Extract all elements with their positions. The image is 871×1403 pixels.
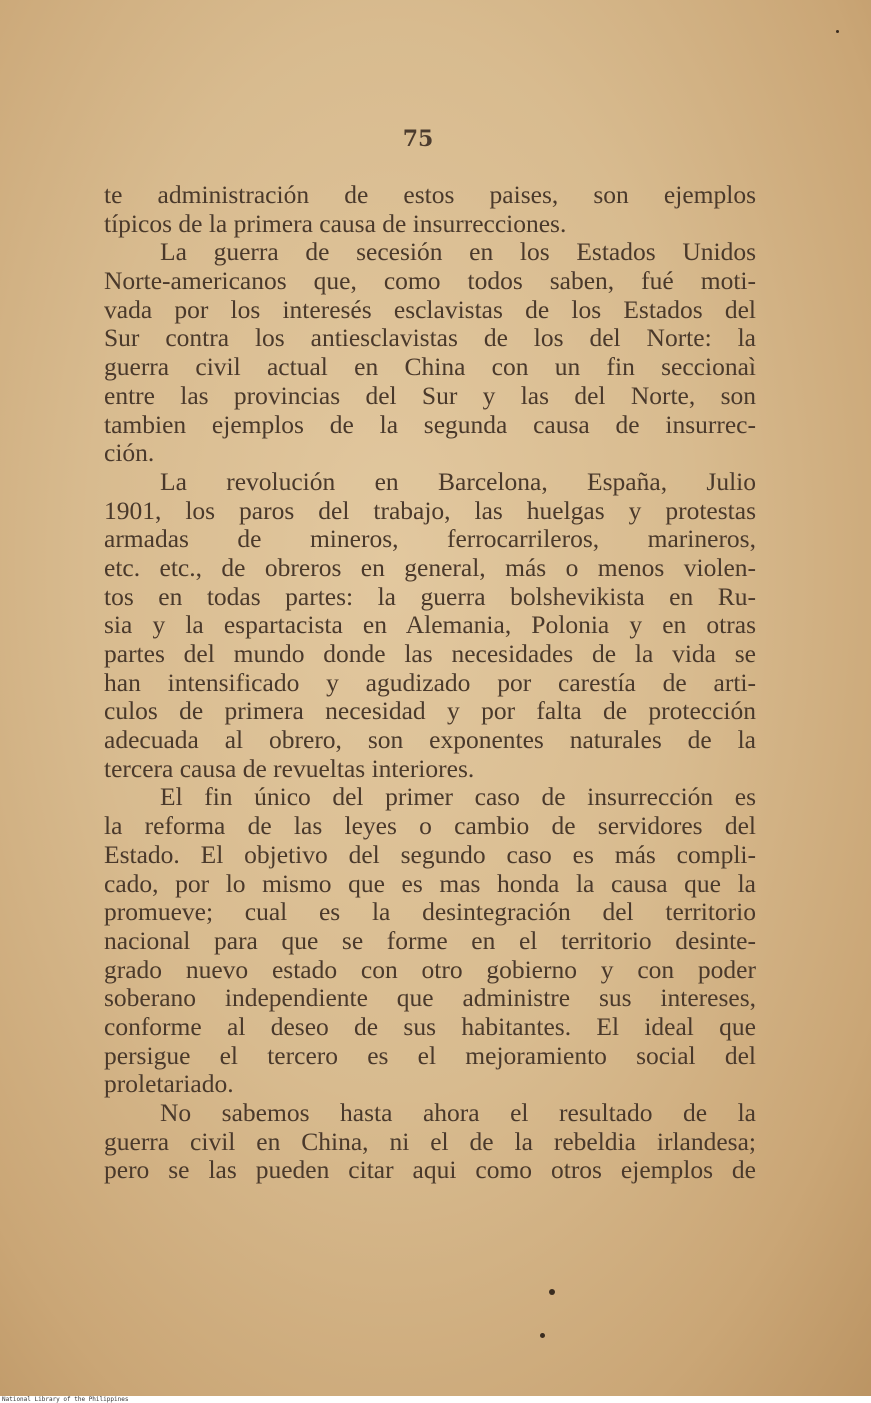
text-line: promueve; cual es la desintegración del territorio [104,897,756,927]
footer-strip [0,1396,871,1403]
text-line: entre las provincias del Sur y las del Norte, son [104,380,756,410]
text-line: No sabemos hasta ahora el resultado de la [160,1098,756,1127]
text-line: Estado. El objetivo del segundo caso es más compli- [104,839,756,869]
text-line: guerra civil en China, ni el de la rebeldia irlandesa; [104,1126,756,1156]
library-watermark: National Library of the Philippines [2,1396,129,1403]
text-line: tercera causa de revueltas interiores. [104,753,475,783]
text-line: tambien ejemplos de la segunda causa de insurrec- [104,409,756,439]
text-line: armadas de mineros, ferrocarrileros, marineros, [104,524,756,554]
text-line: conforme al deseo de sus habitantes. El ideal que [104,1011,756,1041]
text-line: cado, por lo mismo que es mas honda la causa que la [104,868,756,898]
text-line: grado nuevo estado con otro gobierno y con poder [104,954,756,984]
text-line: nacional para que se forme en el territorio desinte- [104,925,756,955]
text-line: etc. etc., de obreros en general, más o menos violen- [104,552,756,582]
text-line: han intensificado y agudizado por carestía de arti- [104,667,756,697]
text-line: La revolución en Barcelona, España, Julio [160,466,756,496]
text-line: partes del mundo donde las necesidades de la vida se [104,639,756,668]
text-line: guerra civil actual en China con un fin seccionaì [104,352,756,382]
text-line: sia y la espartacista en Alemania, Polonia y en otras [104,610,756,640]
text-line: pero se las pueden citar aqui como otros ejemplos de [104,1155,756,1185]
text-line: la reforma de las leyes o cambio de servidores del [104,811,756,841]
text-line: ción. [104,438,155,468]
text-line: El fin único del primer caso de insurrección es [160,782,756,812]
body-text [104,181,756,1185]
text-line: persigue el tercero es el mejoramiento social del [104,1040,756,1070]
text-line: Sur contra los antiesclavistas de los del Norte: la [104,323,756,353]
text-line: La guerra de secesión en los Estados Unidos [160,237,756,267]
text-line: vada por los interesés esclavistas de los Estados del [104,294,756,324]
text-line: soberano independiente que administre sus intereses, [104,983,756,1013]
speck-mark [836,30,839,33]
speck-mark [540,1333,545,1338]
text-line: te administración de estos paises, son ejemplos [104,180,756,209]
text-line: culos de primera necesidad y por falta de protección [104,696,756,726]
text-line: típicos de la primera causa de insurrecciones. [104,208,567,238]
page-number: 75 [402,126,434,152]
text-line: proletariado. [104,1069,234,1099]
text-line: tos en todas partes: la guerra bolshevikista en Ru- [104,581,756,611]
text-line: 1901, los paros del trabajo, las huelgas y protestas [104,495,756,525]
text-line: adecuada al obrero, son exponentes naturales de la [104,725,756,755]
speck-mark [549,1289,555,1295]
text-line: Norte-americanos que, como todos saben, fué moti- [104,266,756,296]
